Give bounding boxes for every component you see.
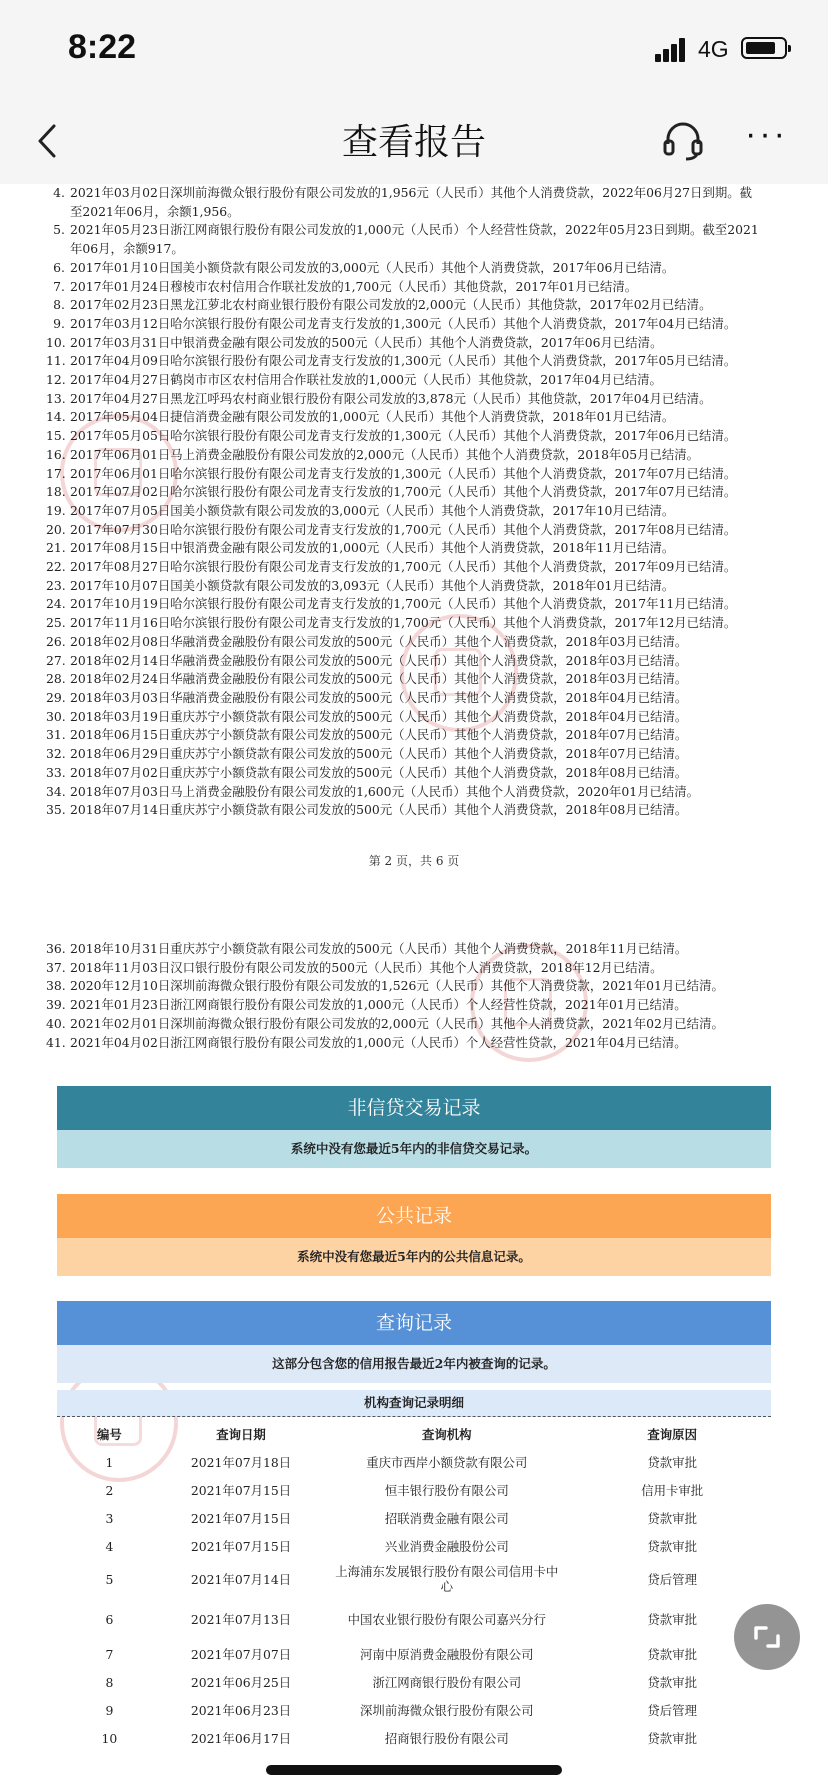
- headset-icon: [660, 118, 706, 164]
- loan-list-page-2: [46, 184, 761, 820]
- column-header: 查询机构: [422, 1427, 472, 1442]
- list-item: 14. 2017年05月04日捷信消费金融有限公司发放的1,000元（人民币）其他个人消费贷款，2018年01月已结清。: [46, 409, 675, 425]
- network-type: 4G: [698, 36, 729, 62]
- inquiry-detail-subtitle: 机构查询记录明细: [57, 1390, 771, 1417]
- list-item: 37. 2018年11月03日汉口银行股份有限公司发放的500元（人民币）其他个人消费贷款，2018年12月已结清。: [46, 959, 663, 975]
- list-item: 19. 2017年07月05日国美小额贷款有限公司发放的3,000元（人民币）其他个人消费贷款，2017年10月已结清。: [46, 502, 675, 518]
- list-item: 31. 2018年06月15日重庆苏宁小额贷款有限公司发放的500元（人民币）其他个人消费贷款，2018年07月已结清。: [46, 727, 688, 743]
- list-item: 9. 2017年03月12日哈尔滨银行股份有限公司龙青支行发放的1,300元（人民币）其他个人消费贷款，2017年04月已结清。: [53, 315, 737, 331]
- table-row: 9 2021年06月23日 深圳前海微众银行股份有限公司 贷后管理: [105, 1702, 697, 1718]
- table-row: 8 2021年06月25日 浙江网商银行股份有限公司 贷款审批: [105, 1674, 697, 1690]
- list-item: 4. 2021年03月02日深圳前海微众银行股份有限公司发放的1,956元（人民币）其他个人消费贷款，2022年06月27日到期。截至2021年06月，余额1,956。: [53, 185, 753, 219]
- public-records-section-header: 公共记录: [57, 1194, 771, 1238]
- list-item: 28. 2018年02月24日华融消费金融股份有限公司发放的500元（人民币）其他个人消费贷款，2018年03月已结清。: [46, 671, 688, 687]
- status-time: 8:22: [68, 28, 137, 66]
- list-item: 39. 2021年01月23日浙江网商银行股份有限公司发放的1,000元（人民币）个人经营性贷款，2021年01月已结清。: [46, 997, 687, 1013]
- list-item: 5. 2021年05月23日浙江网商银行股份有限公司发放的1,000元（人民币）个人经营性贷款，2022年05月23日到期。截至2021年06月，余额917。: [53, 222, 759, 257]
- list-item: 34. 2018年07月03日马上消费金融股份有限公司发放的1,600元（人民币）其他个人消费贷款，2020年01月已结清。: [46, 783, 700, 799]
- nav-bar: [0, 98, 828, 184]
- public-records-section-note: 系统中没有您最近5年内的公共信息记录。: [57, 1238, 771, 1276]
- list-item: 10. 2017年03月31日中银消费金融有限公司发放的500元（人民币）其他个人消费贷款，2017年06月已结清。: [46, 334, 663, 350]
- list-item: 36. 2018年10月31日重庆苏宁小额贷款有限公司发放的500元（人民币）其他个人消费贷款，2018年11月已结清。: [46, 941, 688, 956]
- fullscreen-button[interactable]: [734, 1604, 800, 1670]
- report-content[interactable]: [0, 184, 828, 1746]
- list-item: 30. 2018年03月19日重庆苏宁小额贷款有限公司发放的500元（人民币）其他个人消费贷款，2018年04月已结清。: [46, 708, 688, 724]
- column-header: 查询日期: [216, 1427, 266, 1442]
- list-item: 21. 2017年08月15日中银消费金融有限公司发放的1,000元（人民币）其他个人消费贷款，2018年11月已结清。: [46, 540, 675, 556]
- more-options-button[interactable]: [745, 115, 793, 154]
- battery-icon: [741, 37, 787, 59]
- table-row: 3 2021年07月15日 招联消费金融有限公司 贷款审批: [105, 1510, 697, 1526]
- list-item: 11. 2017年04月09日哈尔滨银行股份有限公司龙青支行发放的1,300元（人民币）其他个人消费贷款，2017年05月已结清。: [46, 353, 737, 369]
- list-item: 40. 2021年02月01日深圳前海微众银行股份有限公司发放的2,000元（人民币）其他个人消费贷款，2021年02月已结清。: [46, 1015, 724, 1031]
- inquiry-section-header: 查询记录: [57, 1301, 771, 1345]
- page-title: 查看报告: [341, 122, 486, 163]
- list-item: 16. 2017年06月01日马上消费金融股份有限公司发放的2,000元（人民币）其他个人消费贷款，2018年05月已结清。: [46, 446, 700, 462]
- non-credit-section-header: 非信贷交易记录: [57, 1086, 771, 1130]
- page-footer: 第 2 页，共 6 页: [368, 854, 460, 868]
- list-item: 23. 2017年10月07日国美小额贷款有限公司发放的3,093元（人民币）其他个人消费贷款，2018年01月已结清。: [46, 577, 675, 593]
- list-item: 6. 2017年01月10日国美小额贷款有限公司发放的3,000元（人民币）其他个人消费贷款，2017年06月已结清。: [53, 259, 675, 275]
- list-item: 26. 2018年02月08日华融消费金融股份有限公司发放的500元（人民币）其他个人消费贷款，2018年03月已结清。: [46, 633, 688, 649]
- list-item: 20. 2017年07月30日哈尔滨银行股份有限公司龙青支行发放的1,700元（人民币）其他个人消费贷款，2017年08月已结清。: [46, 521, 737, 537]
- list-item: 27. 2018年02月14日华融消费金融股份有限公司发放的500元（人民币）其他个人消费贷款，2018年03月已结清。: [46, 652, 688, 668]
- list-item: 32. 2018年06月29日重庆苏宁小额贷款有限公司发放的500元（人民币）其他个人消费贷款，2018年07月已结清。: [46, 746, 688, 762]
- list-item: 24. 2017年10月19日哈尔滨银行股份有限公司龙青支行发放的1,700元（人民币）其他个人消费贷款，2017年11月已结清。: [46, 596, 737, 612]
- list-item: 13. 2017年04月27日黑龙江呼玛农村商业银行股份有限公司发放的3,878元（人民币）其他贷款，2017年04月已结清。: [46, 390, 712, 406]
- list-item: 38. 2020年12月10日深圳前海微众银行股份有限公司发放的1,526元（人民币）其他个人消费贷款，2021年01月已结清。: [46, 978, 724, 994]
- inquiry-table: [57, 1420, 771, 1752]
- table-row: 5 2021年07月14日 上海浦东发展银行股份有限公司信用卡中心 贷后管理: [105, 1564, 697, 1594]
- column-header: 编号: [97, 1427, 122, 1442]
- column-header: 查询原因: [647, 1427, 697, 1442]
- list-item: 29. 2018年03月03日华融消费金融股份有限公司发放的500元（人民币）其他个人消费贷款，2018年04月已结清。: [46, 689, 688, 705]
- list-item: 17. 2017年06月01日哈尔滨银行股份有限公司龙青支行发放的1,300元（人民币）其他个人消费贷款，2017年07月已结清。: [46, 465, 737, 481]
- table-row: 4 2021年07月15日 兴业消费金融股份公司 贷款审批: [105, 1538, 697, 1554]
- list-item: 33. 2018年07月02日重庆苏宁小额贷款有限公司发放的500元（人民币）其他个人消费贷款，2018年08月已结清。: [46, 764, 688, 780]
- fullscreen-icon: [734, 1604, 800, 1670]
- list-item: 25. 2017年11月16日哈尔滨银行股份有限公司龙青支行发放的1,700元（人民币）其他个人消费贷款，2017年12月已结清。: [46, 615, 737, 631]
- list-item: 41. 2021年04月02日浙江网商银行股份有限公司发放的1,000元（人民币）个人经营性贷款，2021年04月已结清。: [46, 1034, 687, 1050]
- table-row: 2 2021年07月15日 恒丰银行股份有限公司 信用卡审批: [105, 1482, 704, 1498]
- list-item: 22. 2017年08月27日哈尔滨银行股份有限公司龙青支行发放的1,700元（人民币）其他个人消费贷款，2017年09月已结清。: [46, 559, 737, 575]
- list-item: 15. 2017年05月05日哈尔滨银行股份有限公司龙青支行发放的1,300元（人民币）其他个人消费贷款，2017年06月已结清。: [46, 428, 737, 444]
- inquiry-section-note: 这部分包含您的信用报告最近2年内被查询的记录。: [57, 1345, 771, 1383]
- table-header-row: [57, 1420, 771, 1448]
- more-icon: ···: [745, 115, 788, 153]
- table-row: 7 2021年07月07日 河南中原消费金融股份有限公司 贷款审批: [105, 1646, 697, 1662]
- home-indicator[interactable]: [266, 1765, 562, 1775]
- list-item: 12. 2017年04月27日鹤岗市市区农村信用合作联社发放的1,000元（人民币）其他贷款，2017年04月已结清。: [46, 372, 662, 388]
- table-row: 6 2021年07月13日 中国农业银行股份有限公司嘉兴分行 贷款审批: [105, 1611, 697, 1627]
- loan-list-page-3: [46, 940, 761, 1052]
- list-item: 7. 2017年01月24日穆棱市农村信用合作联社发放的1,700元（人民币）其他贷款，2017年01月已结清。: [53, 278, 638, 294]
- status-bar: [0, 0, 828, 98]
- non-credit-section-note: 系统中没有您最近5年内的非信贷交易记录。: [57, 1130, 771, 1168]
- list-item: 18. 2017年07月02日哈尔滨银行股份有限公司龙青支行发放的1,700元（人民币）其他个人消费贷款，2017年07月已结清。: [46, 484, 737, 500]
- list-item: 8. 2017年02月23日黑龙江萝北农村商业银行股份有限公司发放的2,000元（人民币）其他贷款，2017年02月已结清。: [53, 297, 712, 313]
- customer-service-button[interactable]: [660, 118, 706, 164]
- table-row: 10 2021年06月17日 招商银行股份有限公司 贷款审批: [101, 1730, 697, 1746]
- signal-strength-icon: [655, 38, 691, 62]
- list-item: 35. 2018年07月14日重庆苏宁小额贷款有限公司发放的500元（人民币）其他个人消费贷款，2018年08月已结清。: [46, 802, 688, 818]
- table-row: 1 2021年07月18日 重庆市西岸小额贷款有限公司 贷款审批: [105, 1454, 697, 1470]
